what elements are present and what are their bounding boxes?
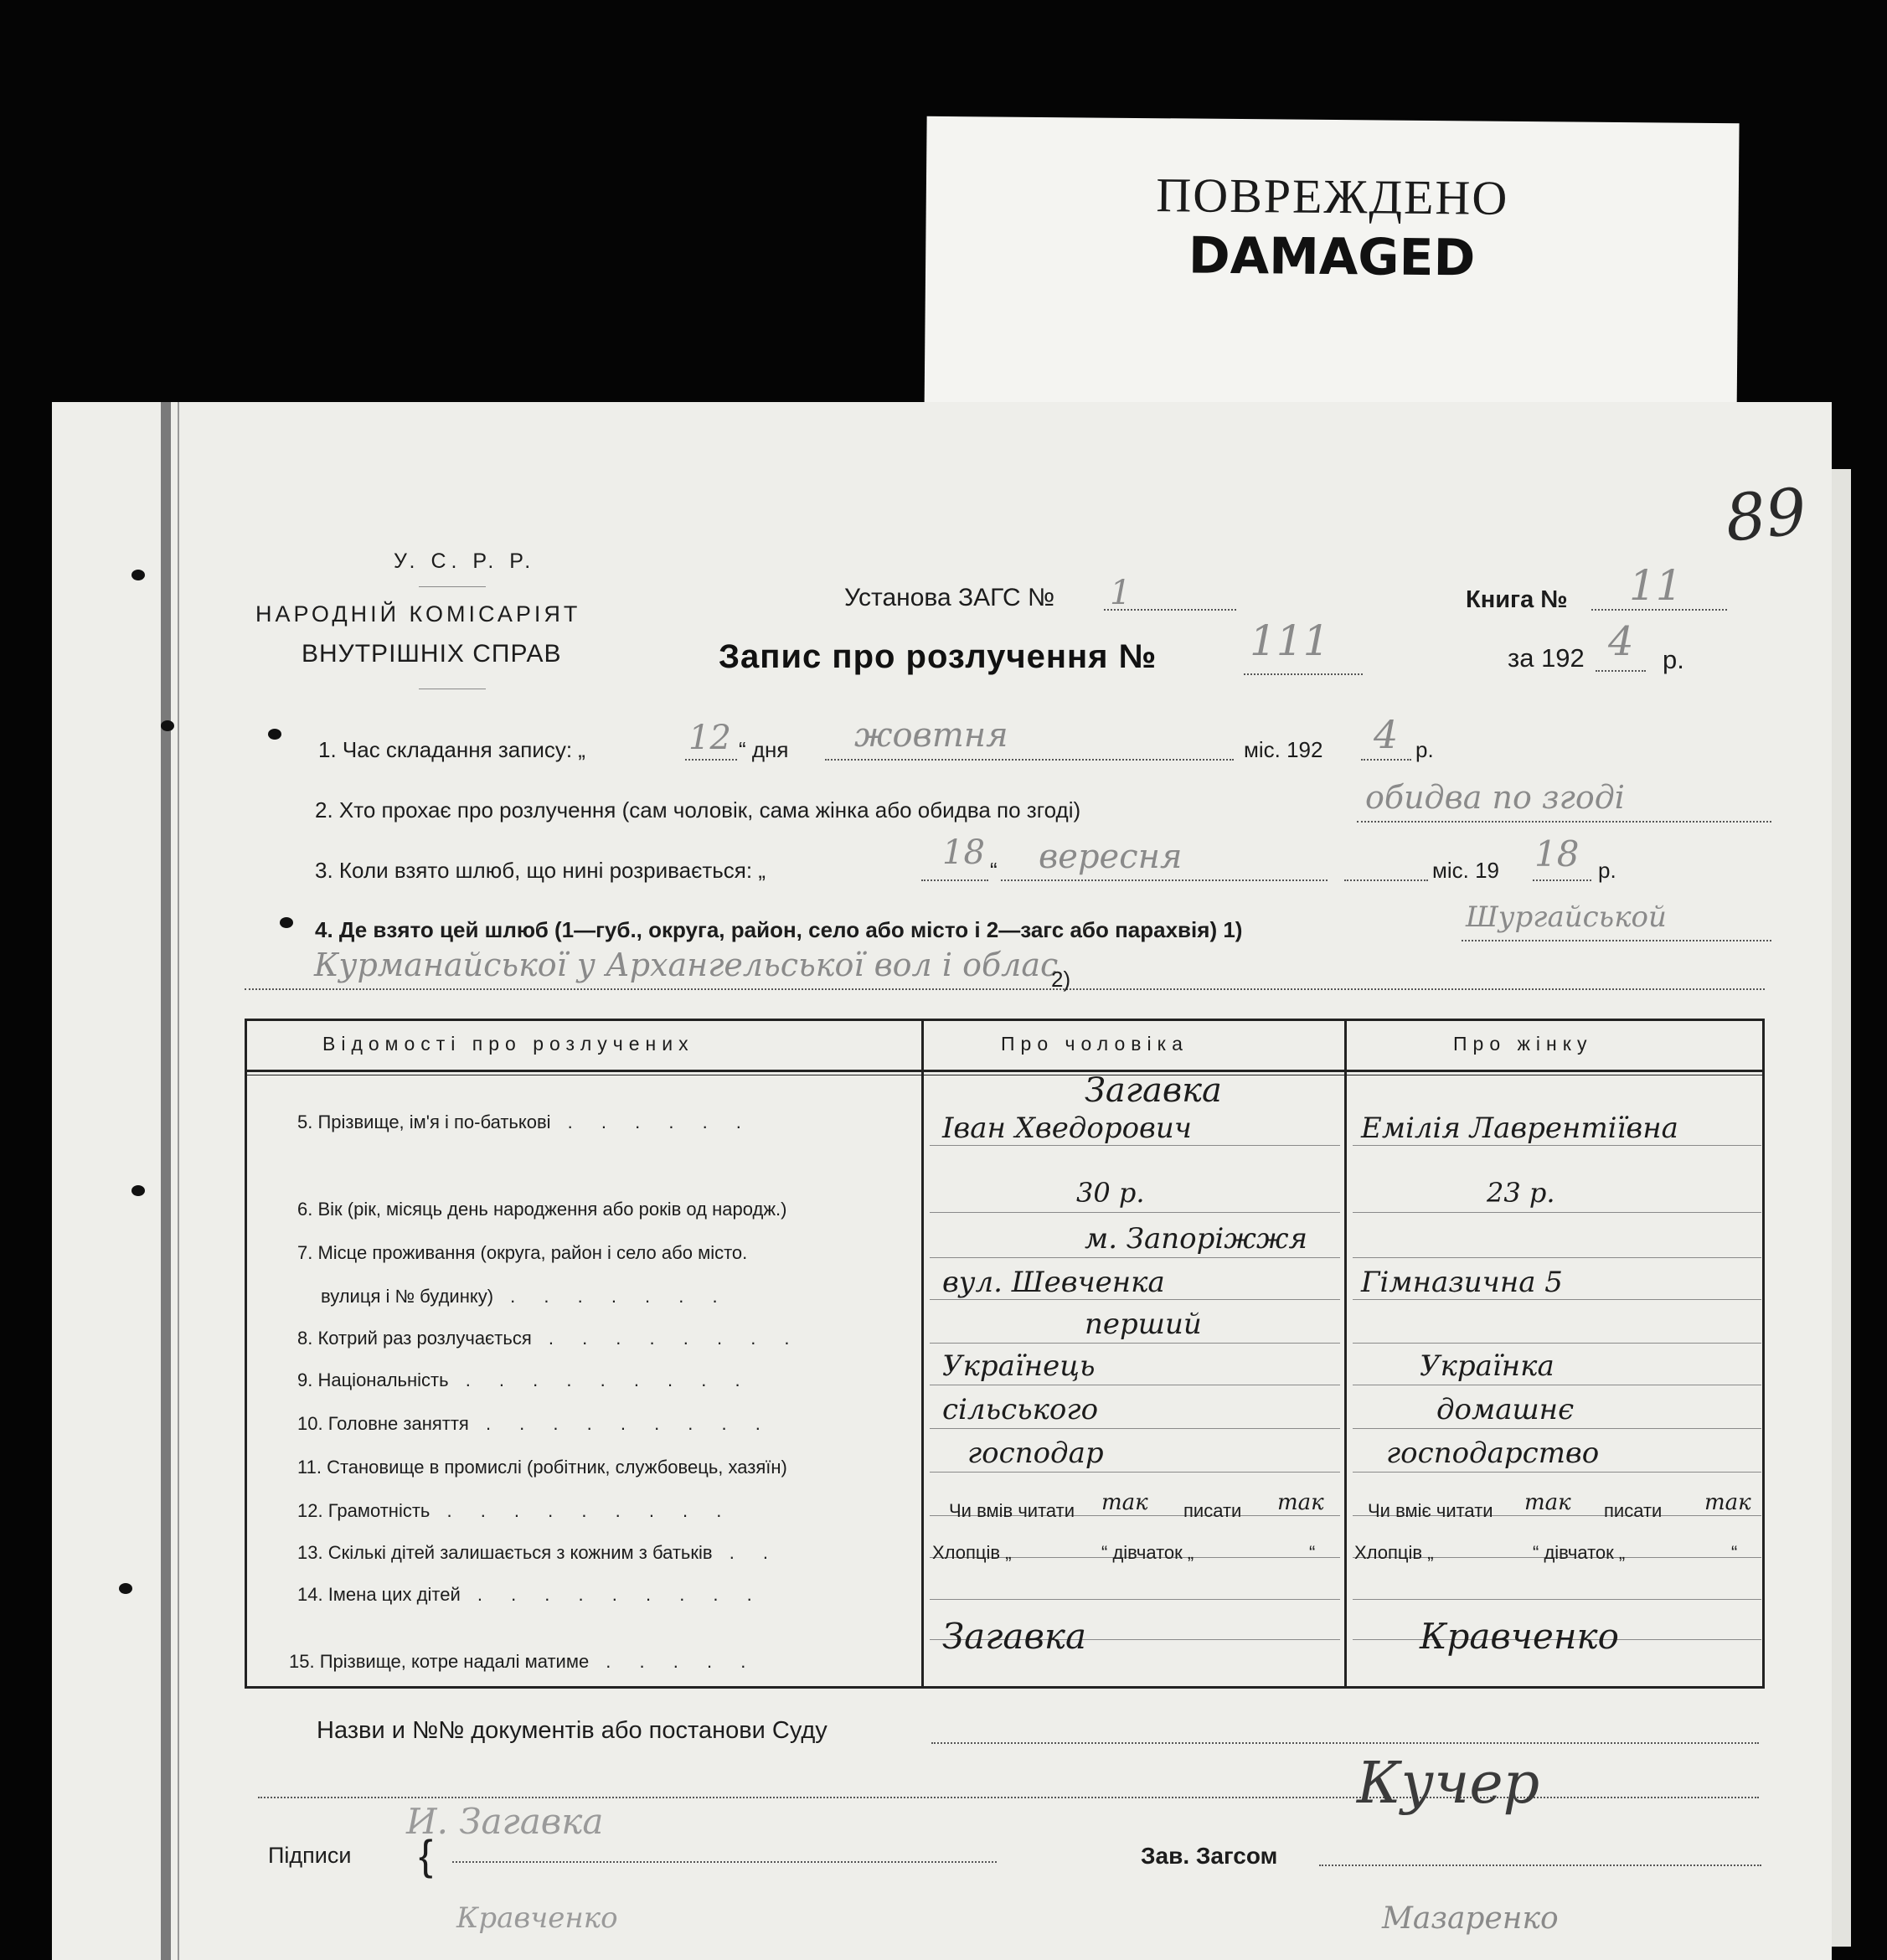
field1-year: 4	[1374, 712, 1399, 757]
wife-position: господарство	[1386, 1436, 1600, 1470]
husband-age: 30 р.	[1076, 1177, 1145, 1209]
row-label-8: 8. Котрий раз розлучається . . . . . . . .	[297, 1328, 802, 1349]
book-label: Книга №	[1466, 586, 1568, 613]
husband-position: господар	[967, 1436, 1104, 1470]
row-label-text: вулиця і № будинку)	[321, 1286, 494, 1307]
husband-name: Іван Хведорович	[942, 1112, 1192, 1145]
signatures-brace: {	[419, 1832, 433, 1879]
registry-head-signature2: Мазаренко	[1382, 1901, 1559, 1936]
table-head-info: Відомості про розлучених	[322, 1033, 694, 1055]
row-label-6: 6. Вік (рік, місяць день народження або років од народж.)	[297, 1199, 787, 1220]
husband-literacy-read-label: Чи вмів читати	[949, 1500, 1075, 1521]
row-rule	[930, 1257, 1340, 1258]
field4-line2	[245, 988, 1765, 990]
field3-month: вересня	[1039, 838, 1183, 876]
husband-literacy-write: так	[1277, 1490, 1324, 1515]
husband-nationality: Українець	[942, 1349, 1096, 1383]
damaged-label-en: DAMAGED	[1188, 226, 1476, 288]
row-label-14: 14. Імена цих дітей . . . . . . . . .	[297, 1584, 764, 1605]
table-column-divider	[1344, 1021, 1347, 1686]
institution-value: 1	[1110, 574, 1132, 612]
header-rule	[419, 586, 486, 587]
row-rule	[1353, 1257, 1761, 1258]
field3-month-line2	[1344, 879, 1428, 881]
field2-label: 2. Хто прохає про розлучення (сам чоловік, сама жінка або обидва по згоді)	[315, 797, 1081, 823]
field4-line1	[1462, 940, 1771, 941]
row-rule	[930, 1343, 1340, 1344]
row-rule	[930, 1599, 1340, 1600]
row-label-15: 15. Прізвище, котре надалі матиме . . . . .	[289, 1651, 758, 1672]
field1-year-suffix: р.	[1415, 737, 1434, 762]
punch-hole	[268, 729, 281, 740]
row-label-11: 11. Становище в промислі (робітник, службовець, хазяїн)	[297, 1457, 787, 1478]
row-rule	[930, 1428, 1340, 1429]
binding-edge	[161, 402, 171, 1960]
book-value: 11	[1629, 561, 1683, 610]
damaged-label-ru: ПОВРЕЖДЕНО	[1156, 168, 1509, 225]
field1-month: жовтня	[854, 716, 1008, 755]
row-label-text: 10. Головне заняття	[297, 1413, 469, 1434]
record-number-value: 111	[1250, 616, 1330, 665]
punch-hole	[161, 720, 174, 731]
row-label-text: 9. Національність	[297, 1369, 449, 1390]
field2-line	[1357, 821, 1771, 823]
punch-hole	[131, 570, 145, 580]
wife-age: 23 р.	[1487, 1177, 1555, 1209]
wife-girls-label: “ дівчаток „	[1533, 1542, 1626, 1563]
row-rule	[1353, 1599, 1761, 1600]
row-label-text: 15. Прізвище, котре надалі матиме	[289, 1651, 590, 1672]
page-number: 89	[1721, 473, 1811, 556]
field3-day: 18	[942, 833, 985, 872]
row-label-5: 5. Прізвище, ім'я і по-батькові . . . . . .	[297, 1112, 753, 1132]
ministry-line2: ВНУТРІШНІХ СПРАВ	[302, 640, 562, 668]
signature-line	[452, 1861, 997, 1863]
husband-times-divorced: перший	[1085, 1308, 1202, 1341]
row-rule	[930, 1212, 1340, 1213]
field1-day: 12	[688, 719, 731, 757]
row-rule	[1353, 1145, 1761, 1146]
record-number-line	[1244, 673, 1363, 675]
wife-name: Емілія Лаврентіївна	[1361, 1112, 1678, 1145]
field3-label: 3. Коли взято шлюб, що нині розривається: „	[315, 858, 766, 883]
registry-head-signature: Кучер	[1357, 1751, 1540, 1817]
field1-day-suffix: “ дня	[739, 737, 789, 762]
field3-year: 18	[1534, 833, 1580, 874]
row-label-7b: вулиця і № будинку) . . . . . . .	[321, 1286, 730, 1307]
row-rule	[1353, 1343, 1761, 1344]
row-label-12: 12. Грамотність . . . . . . . . .	[297, 1500, 734, 1521]
row-label-text: 8. Котрий раз розлучається	[297, 1328, 532, 1349]
year-label: за 192	[1508, 643, 1585, 673]
punch-hole	[280, 917, 293, 928]
husband-literacy-read: так	[1101, 1490, 1148, 1515]
documents-line	[931, 1742, 1759, 1744]
field1-label: 1. Час складання запису: „	[318, 737, 585, 762]
field4-label2: 2)	[1051, 967, 1071, 992]
registry-head-line	[1319, 1865, 1761, 1866]
field1-day-line	[685, 759, 737, 761]
row-label-text: 12. Грамотність	[297, 1500, 431, 1521]
table-head-wife: Про жінку	[1453, 1033, 1593, 1055]
punch-hole	[119, 1583, 132, 1594]
year-line	[1596, 670, 1646, 672]
row-rule	[930, 1145, 1340, 1146]
wife-occupation: домашнє	[1436, 1393, 1575, 1426]
signature-wife: Кравченко	[456, 1901, 618, 1935]
field1-year-line	[1361, 759, 1411, 761]
documents-label: Назви и №№ документів або постанови Суду	[317, 1717, 827, 1744]
field1-month-suffix: міс. 192	[1244, 737, 1323, 762]
row-rule	[1353, 1472, 1761, 1473]
husband-girls-end: “	[1309, 1542, 1316, 1563]
table-column-divider	[921, 1021, 924, 1686]
row-label-7: 7. Місце проживання (округа, район і село або місто.	[297, 1242, 748, 1263]
field4-label: 4. Де взято цей шлюб (1—губ., округа, район, село або місто і 2—загс або парахвія) 1)	[315, 917, 1243, 942]
wife-future-surname: Кравченко	[1420, 1616, 1619, 1657]
table-head-husband: Про чоловіка	[1001, 1033, 1188, 1055]
field3-year-suffix: р.	[1598, 858, 1616, 883]
husband-residence-town: м. Запоріжжя	[1085, 1222, 1308, 1256]
wife-residence-street: Гімназична 5	[1361, 1266, 1563, 1299]
signatures-label: Підписи	[268, 1843, 352, 1868]
field2-value: обидва по згоді	[1365, 779, 1625, 816]
fold-line	[178, 402, 179, 1960]
husband-occupation: сільського	[942, 1393, 1099, 1426]
field3-day-line	[921, 879, 988, 881]
divorce-details-table	[245, 1019, 1765, 1689]
row-label-text: 14. Імена цих дітей	[297, 1584, 461, 1605]
row-rule	[930, 1299, 1340, 1300]
field4-value1: Шургайськой	[1466, 900, 1667, 934]
wife-literacy-write-label: писати	[1604, 1500, 1663, 1521]
field3-year-line	[1533, 879, 1591, 881]
row-label-10: 10. Головне заняття . . . . . . . . .	[297, 1413, 772, 1434]
row-rule	[1353, 1428, 1761, 1429]
table-header-rule	[247, 1070, 1762, 1072]
row-label-9: 9. Національність . . . . . . . . .	[297, 1369, 752, 1390]
field3-day-suffix: “	[990, 858, 998, 883]
institution-label: Установа ЗАГС №	[844, 584, 1055, 611]
punch-hole	[131, 1185, 145, 1196]
husband-boys-label: Хлопців „	[932, 1542, 1012, 1563]
row-label-text: 13. Скількі дітей залишається з кожним з батьків	[297, 1542, 713, 1563]
year-value: 4	[1608, 618, 1634, 665]
row-rule	[1353, 1212, 1761, 1213]
row-label-13: 13. Скількі дітей залишається з кожним з батьків . .	[297, 1542, 781, 1563]
field3-month-line	[1001, 879, 1328, 881]
signature-husband: И. Загавка	[406, 1801, 604, 1842]
husband-future-surname: Загавка	[942, 1616, 1087, 1657]
field4-value2: Курманайської у Архангельської вол і облас	[314, 946, 1059, 983]
damaged-notice-card	[924, 116, 1739, 433]
wife-literacy-write: так	[1704, 1490, 1751, 1515]
row-label-text: 5. Прізвище, ім'я і по-батькові	[297, 1112, 551, 1132]
row-rule	[930, 1472, 1340, 1473]
wife-nationality: Українка	[1420, 1349, 1554, 1383]
field1-month-line	[825, 759, 1234, 761]
record-title: Запис про розлучення №	[719, 638, 1157, 675]
field3-month-suffix: міс. 19	[1432, 858, 1500, 883]
state-abbreviation: У. С. Р. Р.	[394, 549, 536, 573]
wife-girls-end: “	[1731, 1542, 1738, 1563]
ministry-line1: НАРОДНІЙ КОМІСАРІЯТ	[255, 601, 581, 627]
husband-residence-street: вул. Шевченка	[942, 1266, 1165, 1299]
wife-literacy-read: так	[1524, 1490, 1571, 1515]
wife-literacy-read-label: Чи вміє читати	[1368, 1500, 1493, 1521]
year-suffix: р.	[1663, 645, 1684, 674]
row-rule	[1353, 1299, 1761, 1300]
wife-boys-label: Хлопців „	[1354, 1542, 1434, 1563]
husband-girls-label: “ дівчаток „	[1101, 1542, 1194, 1563]
husband-literacy-write-label: писати	[1183, 1500, 1242, 1521]
registry-head-label: Зав. Загсом	[1141, 1843, 1278, 1869]
husband-surname: Загавка	[1085, 1071, 1222, 1110]
